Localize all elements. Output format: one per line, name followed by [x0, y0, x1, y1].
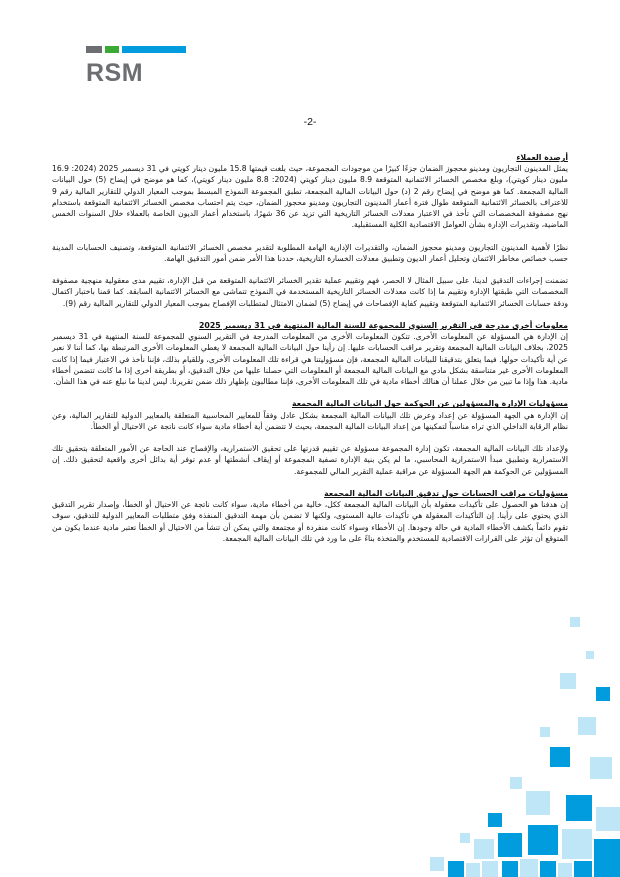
decor-square [596, 687, 610, 701]
report-body [52, 152, 568, 555]
paragraph: إن هدفنا هو الحصول على تأكيدات معقولة بأن البيانات المالية المجمعة ككل، خالية من أخطاء مادية، سواء كانت ناتجة عن الاحتيال أو الخطأ، وإصدار تقرير التدقيق الذي يحتوي على رأينا. إن التأكيدات المعقولة هي تأكيدات عالية المستوى، ولكنها لا تضمن بأن مهمة التدقيق المنفذة وفق متطلبات المعايير الدولية للتدقيق، سوف تقوم دائماً بكشف الأخطاء المادية في حالة وجودها. إن الأخطاء وسواء كانت منفردة أو مجتمعة والتي يمكن أن تنشأ من الاحتيال أو الخطأ تعتبر مادية عندما يكون من المتوقع أن تؤثر على القرارات الاقتصادية للمستخدم والمتخذة بناءً على ما ورد في تلك البيانات المالية المجمعة. [52, 500, 568, 543]
paragraph: يمثل المدينون التجاريون ومدينو محجوز الضمان جزءًا كبيرًا من موجودات المجموعة، حيث بلغت قيمتها 15.8 مليون دينار كويتي في 31 ديسمبر 2025 (2024: 16.9 مليون دينار كويتي)، وبلغ مخصص الخسائر الائتمانية المتوقعة 8.9 مليون دينار كويتي (2024: 8.8 مليون دينار كويتي)، كما هو موضح في إيضاح (5) حول البيانات المالية المجمعة. كما هو موضح في إيضاح رقم 2 (د) حول البيانات المالية المجمعة، تطبق المجموعة النموذج المبسط بموجب المعيار الدولي للتقارير المالية رقم 9 للاعتراف بالخسائر الائتمانية المتوقعة طوال فترة أعمار المدينون التجاريون ومدينو محجوز الضمان، حيث يتم احتساب مخصص الخسائر الائتمانية المتوقعة باستخدام نهج مصفوفة المخصصات التي تأخذ في الاعتبار معدلات الخسائر التاريخية التي تزيد عن 36 شهرًا، باستخدام أعمار الديون الخاصة بالعملاء خلال السنوات الخمس الماضية، وتقديرات الإدارة بشأن العوامل الاقتصادية الكلية المستقبلية. [52, 164, 568, 230]
section-management-responsibilities [52, 398, 568, 476]
section-heading: مسؤوليات مراقب الحسابات حول تدقيق البيانات المالية المجمعة [324, 489, 568, 498]
decor-square [570, 617, 580, 627]
section-auditor-responsibilities [52, 488, 568, 544]
decor-square [520, 859, 538, 877]
logo-bar-green [105, 46, 119, 53]
logo-bar-grey [86, 46, 102, 53]
paragraph: تضمنت إجراءات التدقيق لدينا، على سبيل المثال لا الحصر، فهم وتقييم عملية تقدير الخسائر الائتمانية المتوقعة من قبل الإدارة، تقييم مدى معقولية منهجية مصفوفة المخصصات التي طبقتها الإدارة وتقييم ما إذا كانت معدلات الخسائر التاريخية المستخدمة في النموذج تتماشى مع الخسائر الائتمانية السابقة. كما قمنا باختبار اكتمال ودقة حسابات الخسائر الائتمانية المتوقعة وتقييم كفاية الإفصاحات في إيضاح (5) لضمان الامتثال لمتطلبات الإفصاح بموجب المعيار الدولي للتقارير المالية رقم (9). [52, 276, 568, 308]
decor-square [596, 807, 620, 831]
decor-square [590, 757, 612, 779]
decor-square [586, 651, 594, 659]
decor-square [540, 727, 550, 737]
paragraph: إن الإدارة هي الجهة المسؤولة عن إعداد وعرض تلك البيانات المالية المجمعة بشكل عادل وفقاً للمعايير المحاسبية المتعلقة بالمعايير الدولية للتقارير المالية، وعن نظام الرقابة الداخلي الذي تراه مناسباً لتمكينها من إعداد البيانات المالية المجمعة، بحيث لا تتضمن أية أخطاء مادية سواء كانت ناتجة عن الاحتيال أو الخطأ. [52, 410, 568, 431]
decor-square [482, 861, 498, 877]
decor-square [510, 777, 522, 789]
logo-bars [86, 46, 186, 53]
logo-bar-blue [122, 46, 186, 53]
decor-square [488, 813, 502, 827]
decor-square [474, 839, 494, 859]
section-heading: أرصدة العملاء [516, 153, 568, 162]
paragraph: ولإعداد تلك البيانات المالية المجمعة، تكون إدارة المجموعة مسؤولة عن تقييم قدرتها على تحقيق الاستمرارية، والإفصاح عند الحاجة عن الأمور المتعلقة بتحقيق تلك الاستمرارية وتطبيق مبدأ الاستمرارية المحاسبي، ما لم يكن بنية الإدارة تصفية المجموعة أو إيقاف أنشطتها أو عدم توفر أية بدائل أخرى واقعية لتحقيق ذلك. إن المسؤولين عن الحوكمة هم الجهة المسؤولة عن مراقبة عملية التقرير المالي للمجموعة. [52, 444, 568, 476]
decor-square [502, 861, 518, 877]
paragraph: إن الإدارة هي المسؤولة عن المعلومات الأخرى. تتكون المعلومات الأخرى من المعلومات المدرجة في التقرير السنوي للمجموعة للسنة المنتهية في 31 ديسمبر 2025، بخلاف البيانات المالية المجمعة وتقرير مراقب الحسابات عليها. إن رأينا حول البيانات المالية المجمعة لا يغطي المعلومات الأخرى المرتبطة بها، كما أننا لا نعبر عن أية تأكيدات حولها. فيما يتعلق بتدقيقنا للبيانات المالية المجمعة، فإن مسؤوليتنا هي قراءة تلك المعلومات الأخرى، وللقيام بذلك، فإننا نأخذ في الاعتبار فيما إذا كانت المعلومات الأخرى غير متناسقة بشكل مادي مع البيانات المالية المجمعة أو المعلومات التي حصلنا عليها من خلال التدقيق، أو بطريقة أخرى إذا ما كانت تتضمن أخطاء مادية. هذا وإذا ما تبين من خلال عملنا أن هنالك أخطاء مادية في تلك المعلومات الأخرى، فإننا مطالبون بإظهار ذلك ضمن تقريرنا. ليس لدينا ما نبلغ عنه في هذا الشأن. [52, 332, 568, 387]
decor-square [566, 795, 592, 821]
section-heading: معلومات أخرى مدرجة في التقرير السنوي للمجموعة للسنة المالية المنتهية في 31 ديسمبر 2025 [198, 321, 568, 330]
decor-square [540, 861, 556, 877]
decor-square [526, 791, 550, 815]
decor-square [558, 863, 572, 877]
decor-square [430, 857, 444, 871]
decorative-squares [390, 577, 620, 877]
logo-text: RSM [86, 59, 144, 87]
decor-square [528, 825, 558, 855]
decor-square [498, 833, 522, 857]
decor-square [550, 747, 570, 767]
section-customer-balances [52, 152, 568, 309]
decor-square [448, 861, 464, 877]
decor-square [562, 829, 592, 859]
decor-square [460, 833, 470, 843]
decor-square [594, 839, 620, 877]
section-heading: مسؤوليات الإدارة والمسؤولين عن الحوكمة حول البيانات المالية المجمعة [292, 399, 568, 409]
decor-square [560, 673, 576, 689]
paragraph: نظرًا لأهمية المدينون التجاريون ومدينو محجوز الضمان، والتقديرات الإدارية الهامة المطلوبة لتقدير مخصص الخسائر الائتمانية المتوقعة، وتصنيف الحسابات المدينة حسب خصائص مخاطر الائتمان وتحليل أعمار الديون وتطبيق معدلات الخسارة التاريخية، حددنا هذا الأمر ضمن أمور التدقيق الهامة. [52, 242, 568, 263]
page-number: -2- [303, 116, 317, 128]
decor-square [574, 861, 592, 877]
decor-square [466, 863, 480, 877]
rsm-logo [86, 46, 186, 94]
decor-square [578, 717, 596, 735]
section-other-information [52, 320, 568, 387]
